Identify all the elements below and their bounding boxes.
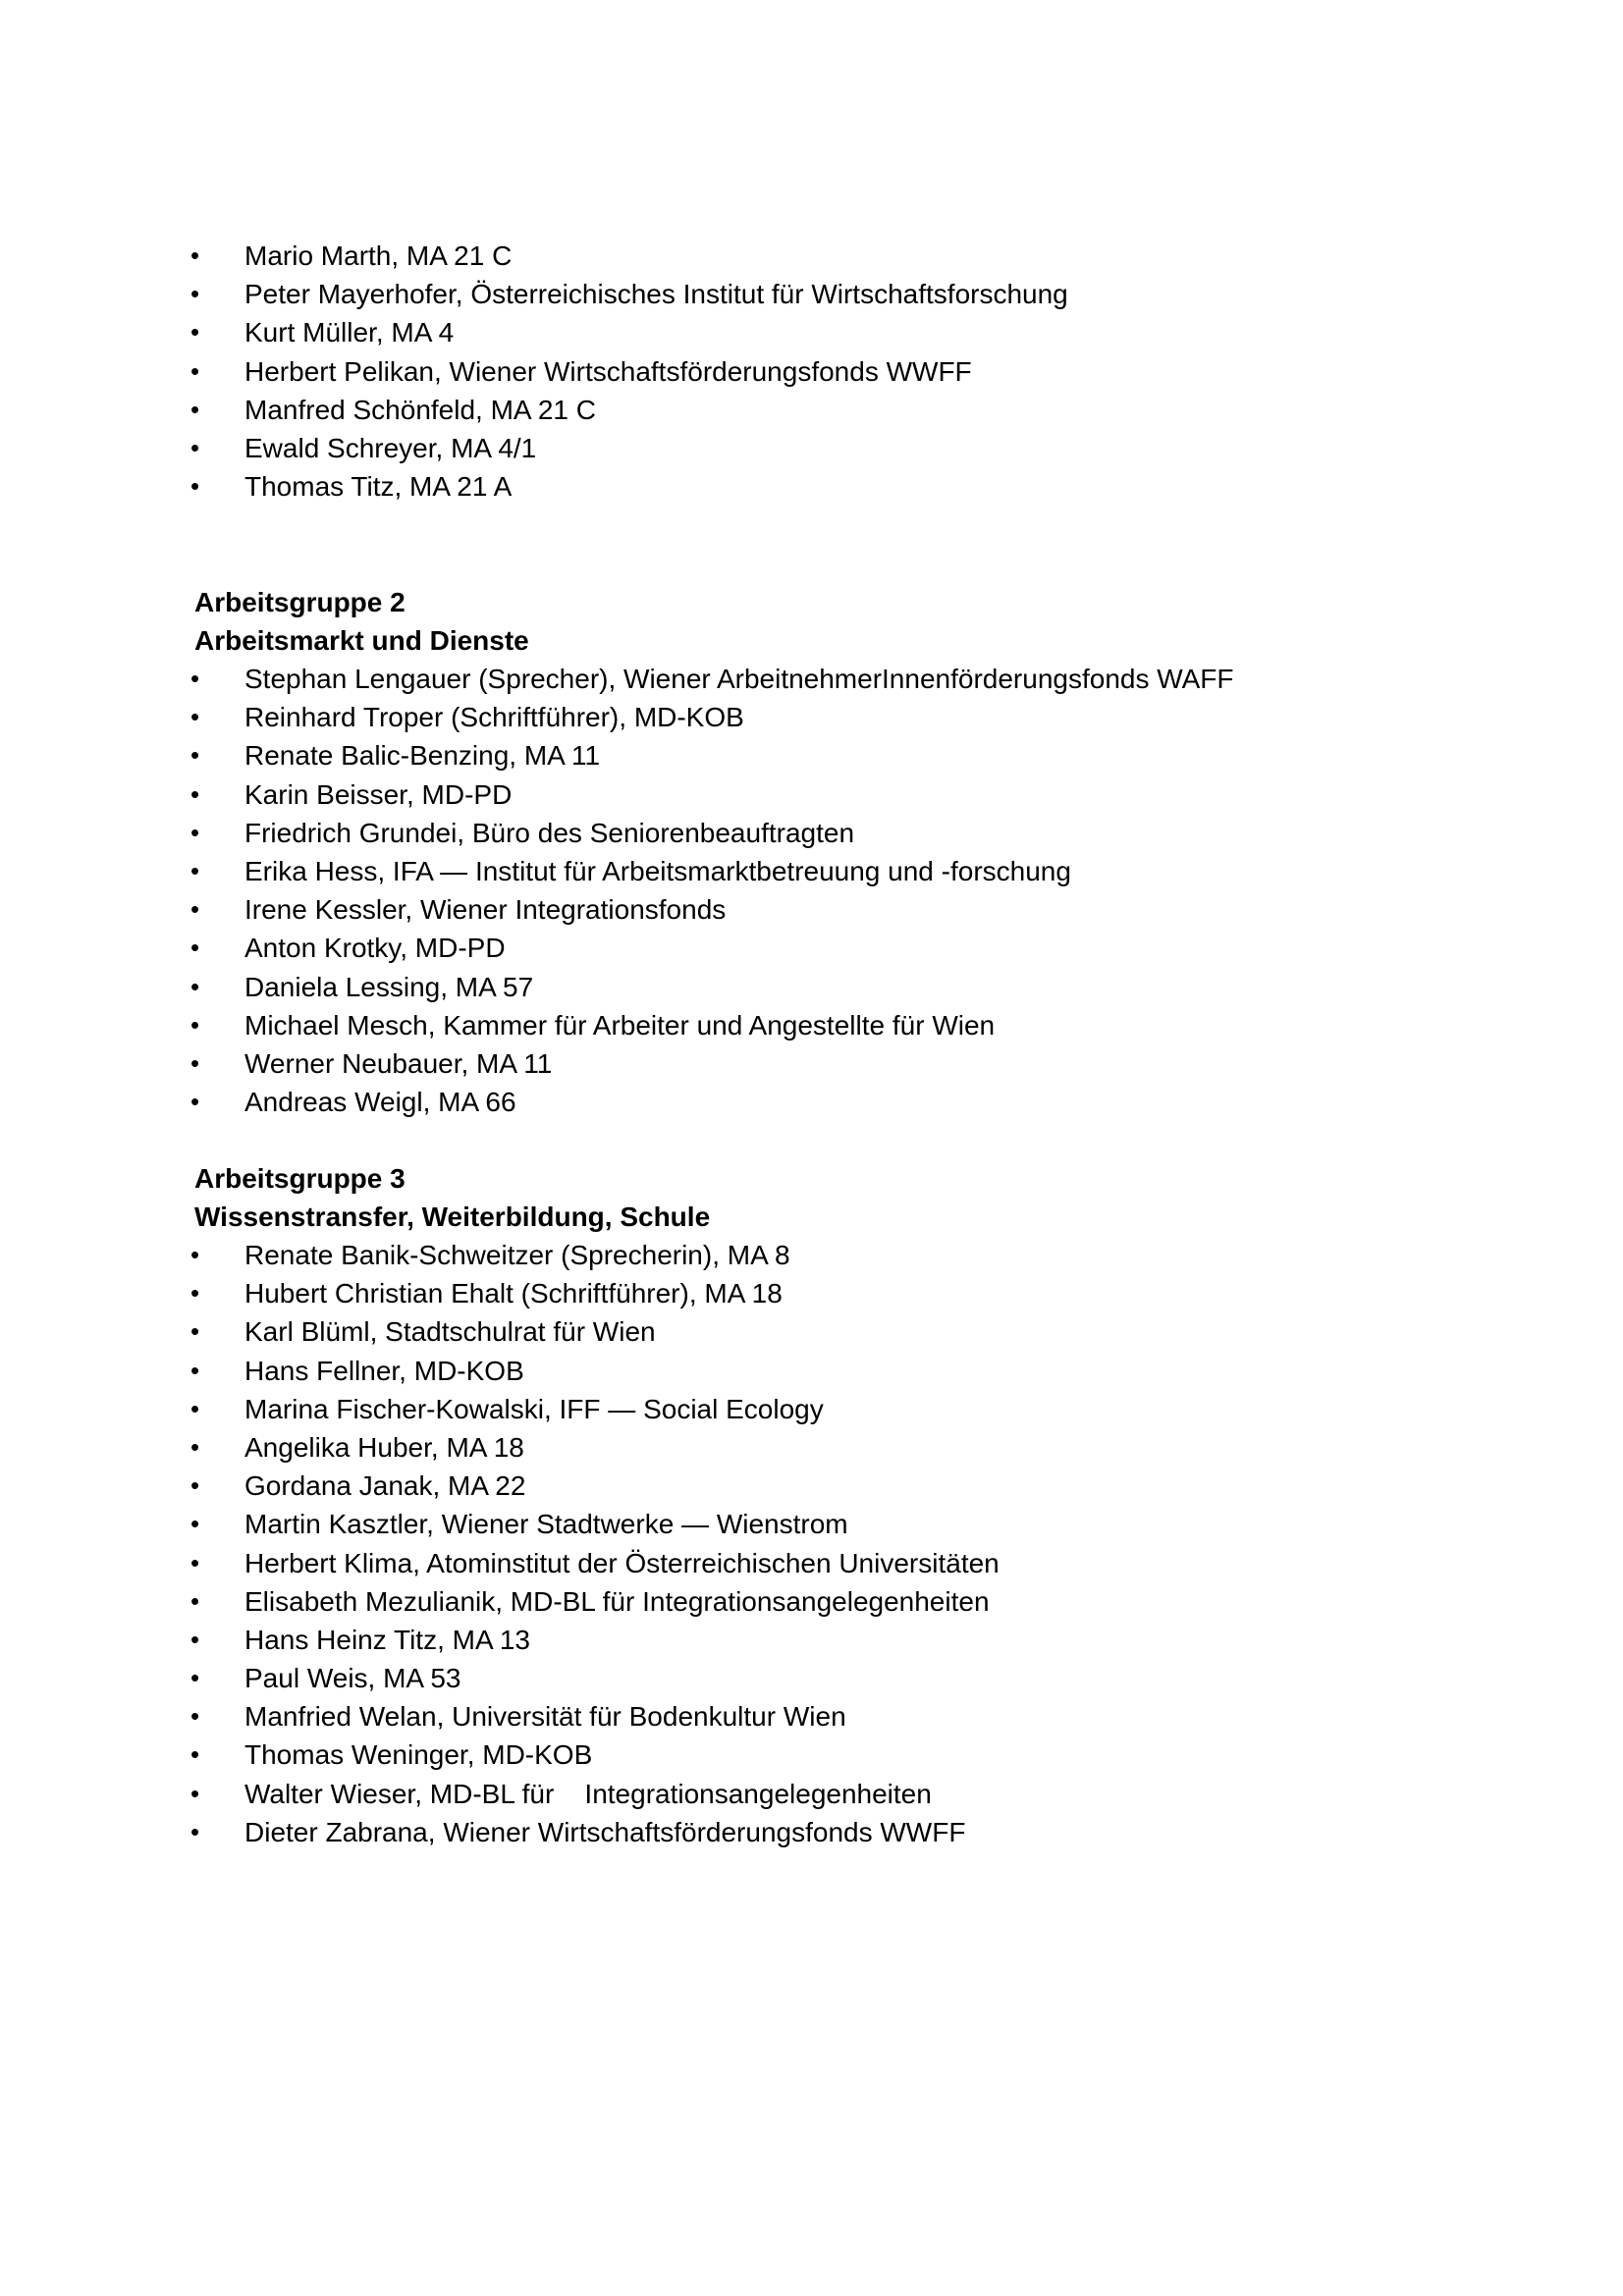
- group3-title: Arbeitsgruppe 3: [194, 1163, 406, 1194]
- bullet-icon: •: [190, 1316, 200, 1347]
- bullet-icon: •: [190, 1624, 200, 1654]
- bullet-icon: •: [190, 933, 200, 963]
- bullet-icon: •: [190, 471, 200, 502]
- bullet-icon: •: [190, 971, 200, 1001]
- bullet-icon: •: [190, 279, 200, 309]
- bullet-icon: •: [190, 1585, 200, 1616]
- bullet-icon: •: [190, 1047, 200, 1078]
- bullet-icon: •: [190, 1778, 200, 1808]
- bullet-icon: •: [190, 1009, 200, 1040]
- bullet-icon: •: [190, 1240, 200, 1269]
- bullet-icon: •: [190, 1087, 200, 1117]
- bullet-icon: •: [190, 240, 200, 270]
- bullet-icon: •: [190, 1278, 200, 1308]
- bullet-icon: •: [190, 1431, 200, 1462]
- bullet-icon: •: [190, 1393, 200, 1423]
- group3-subtitle: Wissenstransfer, Weiterbildung, Schule: [194, 1201, 711, 1232]
- bullet-icon: •: [190, 855, 200, 885]
- bullet-icon: •: [190, 1547, 200, 1577]
- bullet-icon: •: [190, 1509, 200, 1539]
- bullet-icon: •: [190, 1701, 200, 1732]
- bullet-icon: •: [190, 1739, 200, 1770]
- bullet-icon: •: [190, 664, 200, 693]
- document-page: • Mario Marth, MA 21 C • Peter Mayerhofer, Österreichisches Institut für Wirtschaftsforschung • Kurt Müller, MA 4 • Herbert Pelikan, Wiener Wirtschaftsförderungsfonds WWFF • Manfred Schönfeld, MA 21 C • Ewald Schreyer, MA 4/1 • Thomas Titz, MA 21 A Arbeitsgruppe 2 Arbeitsmarkt und Dienste • Stephan Lengauer (Sprecher), Wiener ArbeitnehmerInnenförderungsfonds WAFF • Reinhard Troper (Schriftführer), MD-KOB • Renate Balic-Benzing, MA 11 • Karin Beisser, MD-PD • Friedrich Grundei, Büro des Seniorenbeauftragten • Erika Hess, IFA — Institut für Arbeitsmarktbetreuung und -forschung • Irene Kessler, Wiener Integrationsfonds • Anton Krotky, MD-PD • Daniela Lessing, MA 57 • Michael Mesch, Kammer für Arbeiter und Angestellte für Wien • Werner Neubauer, MA 11 • Andreas Weigl, MA 66 Arbeitsgruppe 3 Wissenstransfer, Weiterbildung, Schule • Renate Banik-Schweitzer (Sprecherin), MA 8 • Hubert Christian Ehalt (Schriftführer), MA 18 • Karl Blüml, Stadtschulrat für Wien • Hans Fellner, MD-KOB • Marina Fischer-Kowalski, IFF — Social Ecology • Angelika Huber, MA 18 • Gordana Janak, MA 22 • Martin Kasztler, Wiener Stadtwerke — Wienstrom • Herbert Klima, Atominstitut der Österreichischen Universitäten • Elisabeth Mezulianik, MD-BL für Integrationsangelegenheiten • Hans Heinz Titz, MA 13 • Paul Weis, MA 53 • Manfried Welan, Universität für Bodenkultur Wien • Thomas Weninger, MD-KOB • Walter Wieser, MD-BL für Integrationsangelegenheiten • Dieter Zabrana, Wiener Wirtschaftsförderungsfonds WWFF: [0, 0, 1623, 2296]
- bullet-icon: •: [190, 317, 200, 347]
- bullet-icon: •: [190, 740, 200, 771]
- bullet-icon: •: [190, 432, 200, 462]
- bullet-icon: •: [190, 702, 200, 732]
- bullet-icon: •: [190, 1355, 200, 1385]
- bullet-icon: •: [190, 1663, 200, 1693]
- bullet-icon: •: [190, 778, 200, 809]
- group2-title: Arbeitsgruppe 2: [194, 587, 406, 617]
- bullet-icon: •: [190, 355, 200, 386]
- bullet-icon: •: [190, 394, 200, 424]
- bullet-icon: •: [190, 1470, 200, 1501]
- bullet-icon: •: [190, 1816, 200, 1846]
- bullet-icon: •: [190, 894, 200, 925]
- group2-subtitle: Arbeitsmarkt und Dienste: [194, 625, 529, 656]
- bullet-icon: •: [190, 817, 200, 847]
